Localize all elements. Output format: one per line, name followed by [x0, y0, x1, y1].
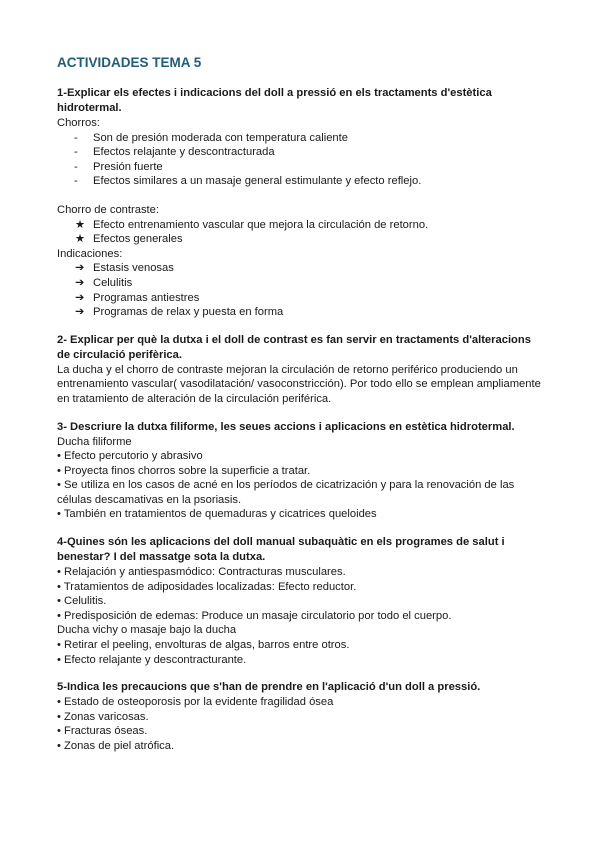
- contraste-label: Chorro de contraste:: [57, 203, 159, 216]
- list-item: • Efecto relajante y descontracturante.: [57, 653, 247, 666]
- arrow-right-icon: ➔: [75, 276, 85, 289]
- list-item: • Retirar el peeling, envolturas de algas, barros entre otros.: [57, 639, 350, 652]
- list-item: • Zonas varicosas.: [57, 710, 149, 723]
- list-item: - Efectos relajante y descontracturada: [74, 146, 275, 159]
- question-1: 1-Explicar els efectes i indicacions del doll a pressió en els tractaments d'estètica hidrotermal.: [57, 87, 492, 114]
- star-icon: ★: [75, 218, 86, 231]
- list-item: • Celulitis.: [57, 595, 107, 608]
- chorros-list: [57, 131, 547, 189]
- list-item: • También en tratamientos de quemaduras y cicatrices queloides: [57, 508, 377, 521]
- list-item: • Efecto percutorio y abrasivo: [57, 450, 203, 463]
- list-item: - Presión fuerte: [74, 160, 163, 173]
- contraste-list: [57, 218, 547, 247]
- list-item: - Efectos similares a un masaje general estimulante y efecto reflejo.: [74, 175, 422, 188]
- page-title: ACTIVIDADES TEMA 5: [57, 55, 202, 70]
- list-item: - Son de presión moderada con temperatura caliente: [74, 131, 348, 144]
- list-item: • Relajación y antiespasmódico: Contracturas musculares.: [57, 566, 346, 579]
- ducha-filiforme-label: Ducha filiforme: [57, 435, 132, 448]
- list-item: • Estado de osteoporosis por la evidente fragilidad ósea: [57, 696, 334, 709]
- question-4: 4-Quines són les aplicacions del doll manual subaquàtic en els programes de salut i benestar? I del massatge sota la dutxa.: [57, 536, 505, 564]
- list-item: • Proyecta finos chorros sobre la superficie a tratar.: [57, 464, 311, 477]
- indicaciones-list: [57, 261, 547, 319]
- list-item: • Tratamientos de adiposidades localizadas: Efecto reductor.: [57, 580, 357, 593]
- star-icon: ★: [75, 233, 86, 246]
- chorros-label: Chorros:: [57, 117, 100, 129]
- answer-2: La ducha y el chorro de contraste mejoran la circulación de retorno periférico produciendo un entrenamiento vascular( vasodilatación/ vasoconstricción). Por todo ello se emplean ampliamente en tratamiento de alteración de la circulación periférica.: [57, 363, 541, 405]
- list-item: ★ Efecto entrenamiento vascular que mejora la circulación de retorno.: [75, 218, 429, 231]
- list-item: ➔ Programas antiestres: [75, 291, 200, 304]
- list-item: ★ Efectos generales: [75, 233, 183, 246]
- list-item: • Fracturas óseas.: [57, 725, 148, 738]
- list-item: ➔ Celulitis: [75, 276, 133, 289]
- ducha-vichy-label: Ducha vichy o masaje bajo la ducha: [57, 624, 237, 637]
- arrow-right-icon: ➔: [75, 291, 85, 304]
- list-item: ➔ Estasis venosas: [75, 262, 174, 275]
- document-page: [57, 55, 547, 754]
- list-item: ➔ Programas de relax y puesta en forma: [75, 306, 284, 319]
- list-item: • Se utiliza en los casos de acné en los períodos de cicatrización y para la renovación de las células descamativas en la psoriasis.: [57, 479, 515, 506]
- list-item: • Predisposición de edemas: Produce un masaje circulatorio por todo el cuerpo.: [57, 609, 452, 622]
- question-3: 3- Descriure la dutxa filiforme, les seues accions i aplicacions en estètica hidrotermal.: [57, 420, 515, 433]
- list-item: • Zonas de piel atrófica.: [57, 740, 175, 752]
- question-2: 2- Explicar per què la dutxa i el doll de contrast es fan servir en tractaments d'alteracions de circulació perifèrica.: [57, 333, 531, 361]
- arrow-right-icon: ➔: [75, 306, 85, 319]
- arrow-right-icon: ➔: [75, 262, 85, 275]
- indicaciones-label: Indicaciones:: [57, 247, 123, 260]
- question-5: 5-Indica les precaucions que s'han de prendre en l'aplicació d'un doll a pressió.: [57, 681, 481, 694]
